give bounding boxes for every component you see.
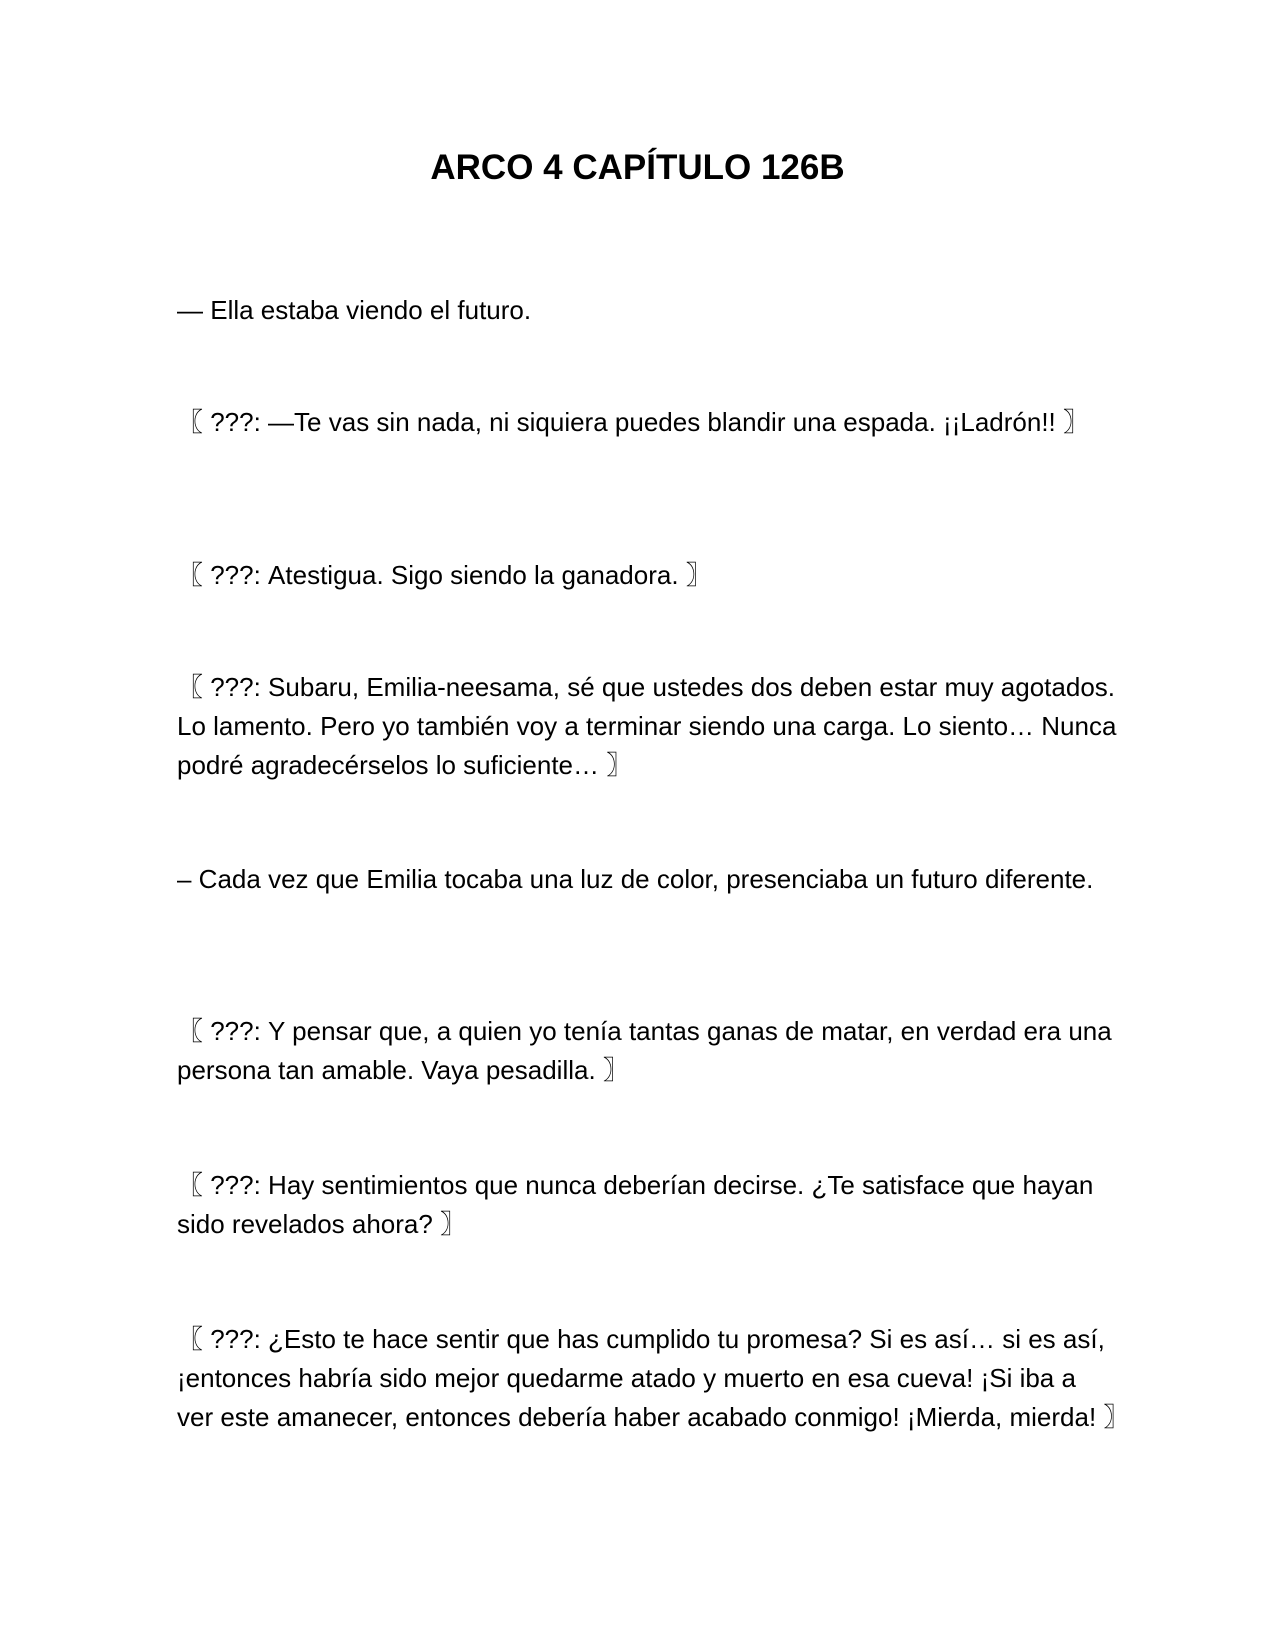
paragraph: – Cada vez que Emilia tocaba una luz de color, presenciaba un futuro diferente. — [177, 864, 1094, 894]
chapter-title: ARCO 4 CAPÍTULO 126B — [430, 148, 845, 187]
dialogue-paragraph: 〖 ???: Subaru, Emilia-neesama, sé que ustedes dos deben estar muy agotados. Lo lamento. Pero yo también voy a terminar siendo una carga. Lo siento… Nunca podré agradecérselos lo suficiente… 〗 — [177, 672, 1117, 780]
paragraph: — Ella estaba viendo el futuro. — [177, 295, 532, 325]
dialogue-paragraph: 〖 ???: ¿Esto te hace sentir que has cumplido tu promesa? Si es así… si es así, ¡entonces habría sido mejor quedarme atado y muerto en esa cueva! ¡Si iba a ver este amanecer, entonces debería haber acabado conmigo! ¡Mierda, mierda! 〗 — [177, 1324, 1130, 1432]
dialogue-paragraph: 〖 ???: Hay sentimientos que nunca deberían decirse. ¿Te satisface que hayan sido revelados ahora? 〗 — [177, 1170, 1094, 1239]
dialogue-paragraph: 〖 ???: Y pensar que, a quien yo tenía tantas ganas de matar, en verdad era una persona tan amable. Vaya pesadilla. 〗 — [177, 1016, 1112, 1085]
dialogue-paragraph: 〖 ???: Atestigua. Sigo siendo la ganadora. 〗 — [177, 560, 712, 590]
dialogue-paragraph: 〖 ???: —Te vas sin nada, ni siquiera puedes blandir una espada. ¡¡Ladrón!! 〗 — [177, 407, 1089, 437]
